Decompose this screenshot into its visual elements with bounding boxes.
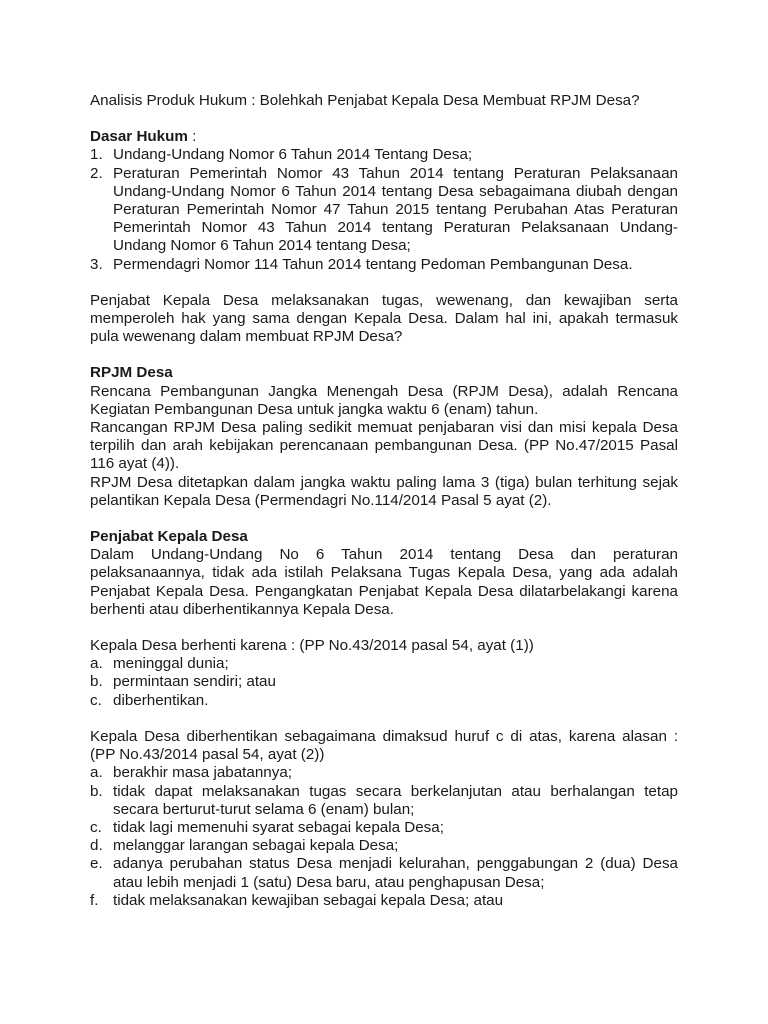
list-item-text: tidak lagi memenuhi syarat sebagai kepala Desa;: [113, 818, 444, 836]
list-item: [90, 892, 678, 910]
berhenti-list: [90, 655, 678, 710]
list-item: [90, 146, 678, 164]
list-item: [90, 165, 678, 256]
document-page: [90, 92, 678, 910]
list-item: [90, 783, 678, 819]
list-item-text: Undang-Undang Nomor 6 Tahun 2014 Tentang Desa;: [113, 146, 473, 164]
list-item: [90, 692, 678, 710]
list-marker: b.: [90, 782, 103, 800]
list-item: [90, 855, 678, 891]
list-item: [90, 256, 678, 274]
list-item-text: adanya perubahan status Desa menjadi kelurahan, penggabungan 2 (dua) Desa atau lebih menjadi 1 (satu) Desa baru, atau penghapusan Desa;: [113, 855, 678, 891]
list-item-text: melanggar larangan sebagai kepala Desa;: [113, 837, 399, 855]
berhenti-lead: Kepala Desa berhenti karena : (PP No.43/2014 pasal 54, ayat (1)): [90, 637, 534, 655]
list-marker: c.: [90, 818, 102, 836]
spacer: [90, 619, 678, 637]
list-marker: 1.: [90, 146, 103, 164]
rpjm-paragraph: RPJM Desa ditetapkan dalam jangka waktu paling lama 3 (tiga) bulan terhitung sejak pelantikan Kepala Desa (Permendagri No.114/2014 Pasal 5 ayat (2).: [90, 473, 678, 509]
diberhentikan-lead: Kepala Desa diberhentikan sebagaimana dimaksud huruf c di atas, karena alasan : (PP No.43/2014 pasal 54, ayat (2)): [90, 727, 678, 764]
dasar-hukum-heading-suffix: :: [187, 128, 197, 146]
list-item: [90, 837, 678, 855]
list-marker: a.: [90, 764, 103, 782]
list-marker: f.: [90, 891, 99, 909]
list-marker: 3.: [90, 255, 103, 273]
spacer: [90, 346, 678, 364]
rpjm-paragraph: Rancangan RPJM Desa paling sedikit memuat penjabaran visi dan misi kepala Desa terpilih dan arah kebijakan perencanaan pembangunan Desa. (PP No.47/2015 Pasal 116 ayat (4)).: [90, 419, 678, 473]
list-marker: 2.: [90, 164, 103, 182]
list-item-text: meninggal dunia;: [113, 655, 229, 673]
list-marker: b.: [90, 673, 103, 691]
penjabat-paragraph: Dalam Undang-Undang No 6 Tahun 2014 tentang Desa dan peraturan pelaksanaannya, tidak ada istilah Pelaksana Tugas Kepala Desa, yang ada adalah Penjabat Kepala Desa. Pengangkatan Penjabat Kepala Desa dilatarbelakangi karena berhenti atau diberhentikannya Kepala Desa.: [90, 546, 678, 618]
list-item-text: tidak melaksanakan kewajiban sebagai kepala Desa; atau: [113, 891, 504, 909]
dasar-hukum-list: [90, 146, 678, 273]
intro-paragraph: Penjabat Kepala Desa melaksanakan tugas, wewenang, dan kewajiban serta memperoleh hak yang sama dengan Kepala Desa. Dalam hal ini, apakah termasuk pula wewenang dalam membuat RPJM Desa?: [90, 291, 678, 346]
spacer: [90, 274, 678, 292]
list-item-text: tidak dapat melaksanakan tugas secara berkelanjutan atau berhalangan tetap secara berturut-turut selama 6 (enam) bulan;: [113, 782, 678, 818]
list-item-text: permintaan sendiri; atau: [113, 673, 276, 691]
list-item: [90, 764, 678, 782]
list-item: [90, 655, 678, 673]
rpjm-paragraph: Rencana Pembangunan Jangka Menengah Desa (RPJM Desa), adalah Rencana Kegiatan Pembangunan Desa untuk jangka waktu 6 (enam) tahun.: [90, 382, 678, 418]
list-marker: e.: [90, 855, 103, 873]
list-item-text: Peraturan Pemerintah Nomor 43 Tahun 2014 tentang Peraturan Pelaksanaan Undang-Undang Nomor 6 Tahun 2014 tentang Desa sebagaimana diubah dengan Peraturan Pemerintah Nomor 47 Tahun 2015 tentang Perubahan Atas Peraturan Pemerintah Nomor 43 Tahun 2014 tentang Peraturan Pelaksanaan Undang-Undang Nomor 6 Tahun 2014 tentang Desa;: [113, 164, 678, 255]
spacer: [90, 710, 678, 728]
spacer: [90, 510, 678, 528]
list-item-text: diberhentikan.: [113, 691, 209, 709]
list-item: [90, 819, 678, 837]
document-title: Analisis Produk Hukum : Bolehkah Penjabat Kepala Desa Membuat RPJM Desa?: [90, 92, 640, 109]
rpjm-heading: RPJM Desa: [90, 364, 173, 382]
list-marker: d.: [90, 837, 103, 855]
dasar-hukum-heading: [90, 128, 678, 146]
diberhentikan-list: [90, 764, 678, 910]
list-marker: a.: [90, 655, 103, 673]
dasar-hukum-heading-text: Dasar Hukum: [90, 128, 188, 146]
list-item-text: berakhir masa jabatannya;: [113, 764, 292, 782]
list-item-text: Permendagri Nomor 114 Tahun 2014 tentang Pedoman Pembangunan Desa.: [113, 255, 633, 273]
list-item: [90, 673, 678, 691]
list-marker: c.: [90, 691, 102, 709]
penjabat-heading: Penjabat Kepala Desa: [90, 528, 248, 546]
